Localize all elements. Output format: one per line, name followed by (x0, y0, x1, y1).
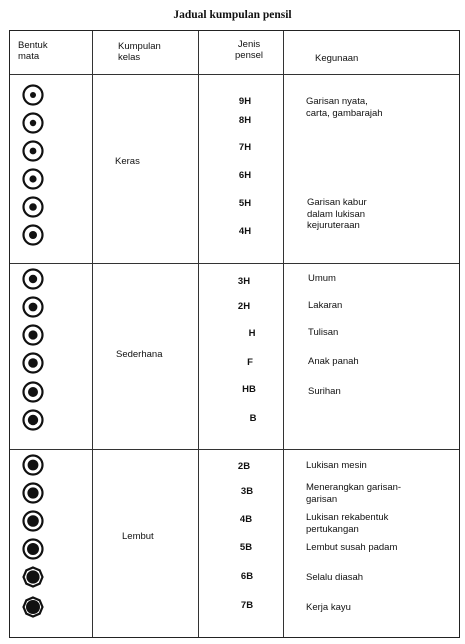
use-text: Selalu diasah (306, 572, 364, 583)
grade-label: F (247, 357, 253, 368)
table-title: Jadual kumpulan pensil (173, 9, 292, 21)
pencil-point-icon (21, 537, 45, 561)
pencil-point-icon (21, 453, 45, 477)
grade-label: 2H (237, 301, 251, 312)
pencil-point-icon (21, 295, 45, 319)
header-divider (10, 74, 459, 75)
use-text: Anak panah (308, 356, 359, 367)
grade-label: B (249, 413, 257, 424)
pencil-point-icon (21, 565, 45, 589)
grade-label: 5H (238, 198, 252, 209)
grade-label: 6B (240, 571, 254, 582)
use-text: Lembut susah padam (306, 542, 398, 553)
grade-label: 6H (238, 170, 252, 181)
column-divider (92, 31, 93, 637)
column-divider (283, 31, 284, 637)
header-group: Kumpulan kelas (118, 41, 161, 63)
column-divider (198, 31, 199, 637)
pencil-point-icon (21, 595, 45, 619)
pencil-point-icon (21, 408, 45, 432)
use-text: Tulisan (308, 327, 339, 338)
pencil-point-icon (21, 323, 45, 347)
use-text: Lukisan mesin (306, 460, 367, 471)
use-text: Umum (308, 273, 336, 284)
pencil-point-icon (21, 481, 45, 505)
grade-label: 7H (238, 142, 252, 153)
group-divider (10, 449, 459, 450)
use-text: Menerangkan garisan- garisan (306, 482, 402, 505)
grade-label: 7B (240, 600, 254, 611)
group-name-keras: Keras (115, 156, 140, 167)
pencil-point-icon (21, 509, 45, 533)
use-text: Lukisan rekabentuk pertukangan (306, 512, 389, 535)
pencil-point-icon (21, 83, 45, 107)
grade-label: 3H (237, 276, 251, 287)
header-shape: Bentuk mata (18, 40, 48, 62)
grade-label: HB (242, 384, 256, 395)
pencil-table (9, 30, 460, 638)
grade-label: 3B (240, 486, 254, 497)
pencil-point-icon (21, 223, 45, 247)
use-text: Lakaran (308, 300, 343, 311)
group-name-lembut: Lembut (122, 531, 154, 542)
pencil-point-icon (21, 380, 45, 404)
grade-label: H (248, 328, 256, 339)
group-name-sederhana: Sederhana (116, 349, 163, 360)
pencil-point-icon (21, 139, 45, 163)
grade-label: 5B (239, 542, 253, 553)
group-divider (10, 263, 459, 264)
pencil-point-icon (21, 111, 45, 135)
grade-label: 8H (238, 115, 252, 126)
use-text: Kerja kayu (306, 602, 351, 613)
grade-label: 2B (237, 461, 251, 472)
pencil-point-icon (21, 167, 45, 191)
use-text: Surihan (308, 386, 341, 397)
use-text: Garisan kabur dalam lukisan kejuruteraan (307, 197, 367, 231)
header-use: Kegunaan (315, 53, 359, 64)
grade-label: 9H (238, 96, 252, 107)
pencil-point-icon (21, 267, 45, 291)
grade-label: 4B (239, 514, 253, 525)
grade-label: 4H (238, 226, 252, 237)
use-text: Garisan nyata, carta, gambarajah (306, 96, 383, 119)
header-grade: Jenis pensel (235, 39, 263, 61)
pencil-point-icon (21, 351, 45, 375)
pencil-point-icon (21, 195, 45, 219)
